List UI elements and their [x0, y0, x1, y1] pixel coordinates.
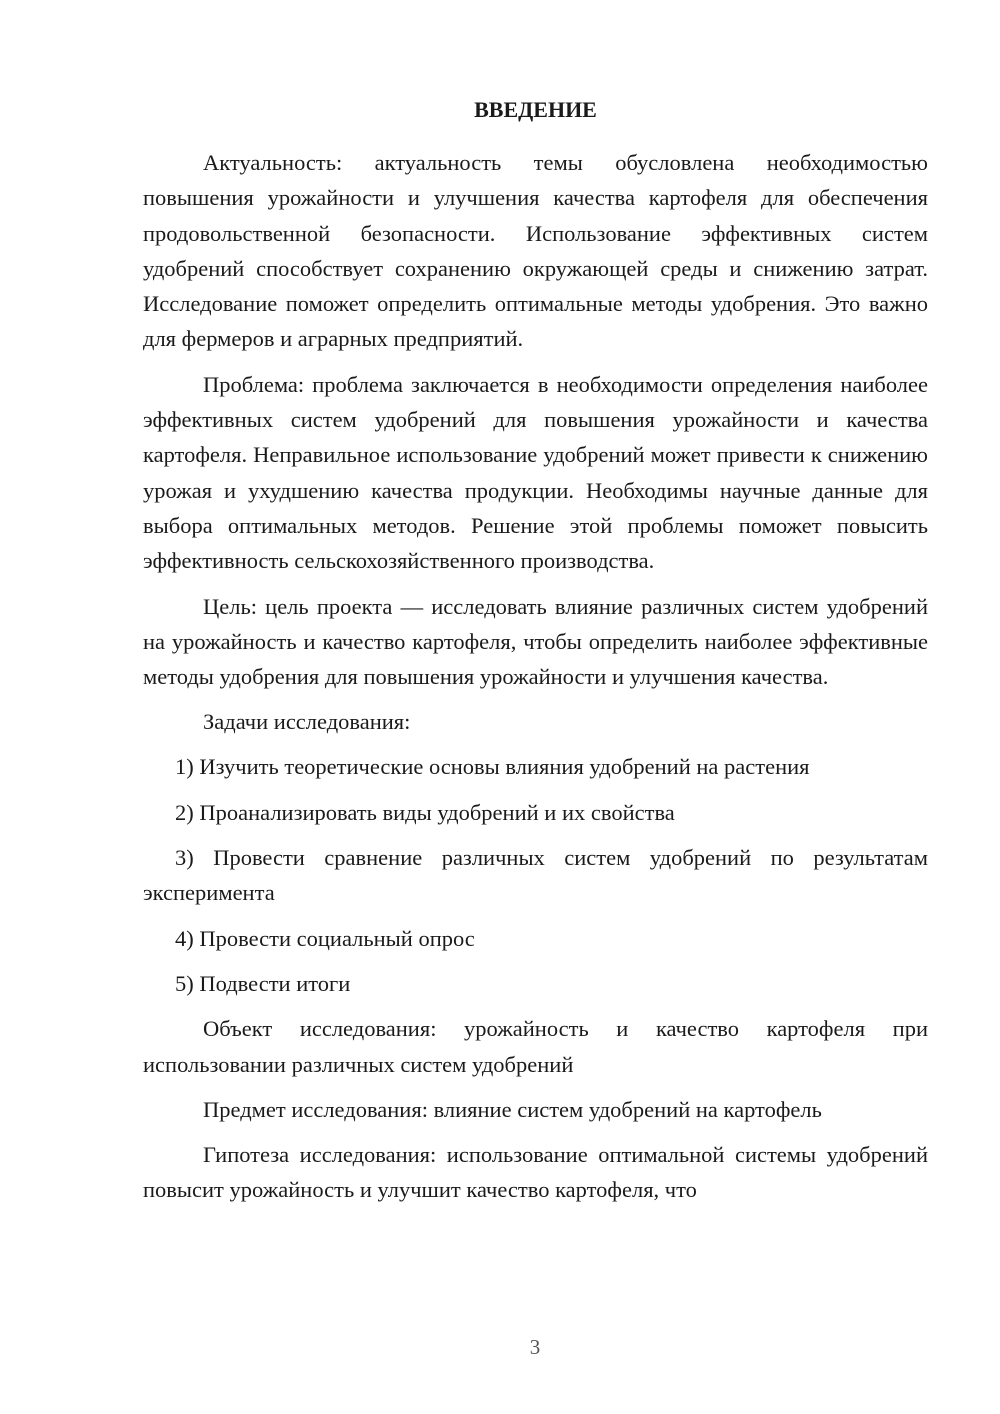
tasks-list [143, 749, 928, 1001]
list-item: 1) Изучить теоретические основы влияния удобрений на растения [175, 754, 810, 780]
list-item: 3) Провести сравнение различных систем удобрений по результатам эксперимента [143, 845, 928, 906]
paragraph-relevance: Актуальность: актуальность темы обусловлена необходимостью повышения урожайности и улучшения качества картофеля для обеспечения продовольственной безопасности. Использование эффективных систем удобрений способствует сохранению окружающей среды и снижению затрат. Исследование поможет определить оптимальные методы удобрения. Это важно для фермеров и аграрных предприятий. [143, 150, 928, 352]
tasks-heading: Задачи исследования: [203, 709, 411, 735]
paragraph-object: Объект исследования: урожайность и качество картофеля при использовании различных систем удобрений [143, 1016, 928, 1077]
list-item: 4) Провести социальный опрос [175, 925, 475, 951]
list-item: 2) Проанализировать виды удобрений и их свойства [175, 799, 675, 825]
paragraph-goal: Цель: цель проекта — исследовать влияние различных систем удобрений на урожайность и качество картофеля, чтобы определить наиболее эффективные методы удобрения для повышения урожайности и улучшения качества. [143, 593, 928, 690]
paragraph-problem: Проблема: проблема заключается в необходимости определения наиболее эффективных систем удобрений для повышения урожайности и качества картофеля. Неправильное использование удобрений может привести к снижению урожая и ухудшению качества продукции. Необходимы научные данные для выбора оптимальных методов. Решение этой проблемы поможет повысить эффективность сельскохозяйственного производства. [143, 371, 928, 574]
paragraph-subject: Предмет исследования: влияние систем удобрений на картофель [203, 1096, 822, 1122]
page-title: ВВЕДЕНИЕ [474, 97, 597, 122]
list-item: 5) Подвести итоги [175, 970, 351, 996]
page-number: 3 [529, 1335, 541, 1359]
paragraph-hypothesis: Гипотеза исследования: использование оптимальной системы удобрений повысит урожайность и улучшит качество картофеля, что [143, 1142, 928, 1203]
document-page [143, 92, 928, 1218]
